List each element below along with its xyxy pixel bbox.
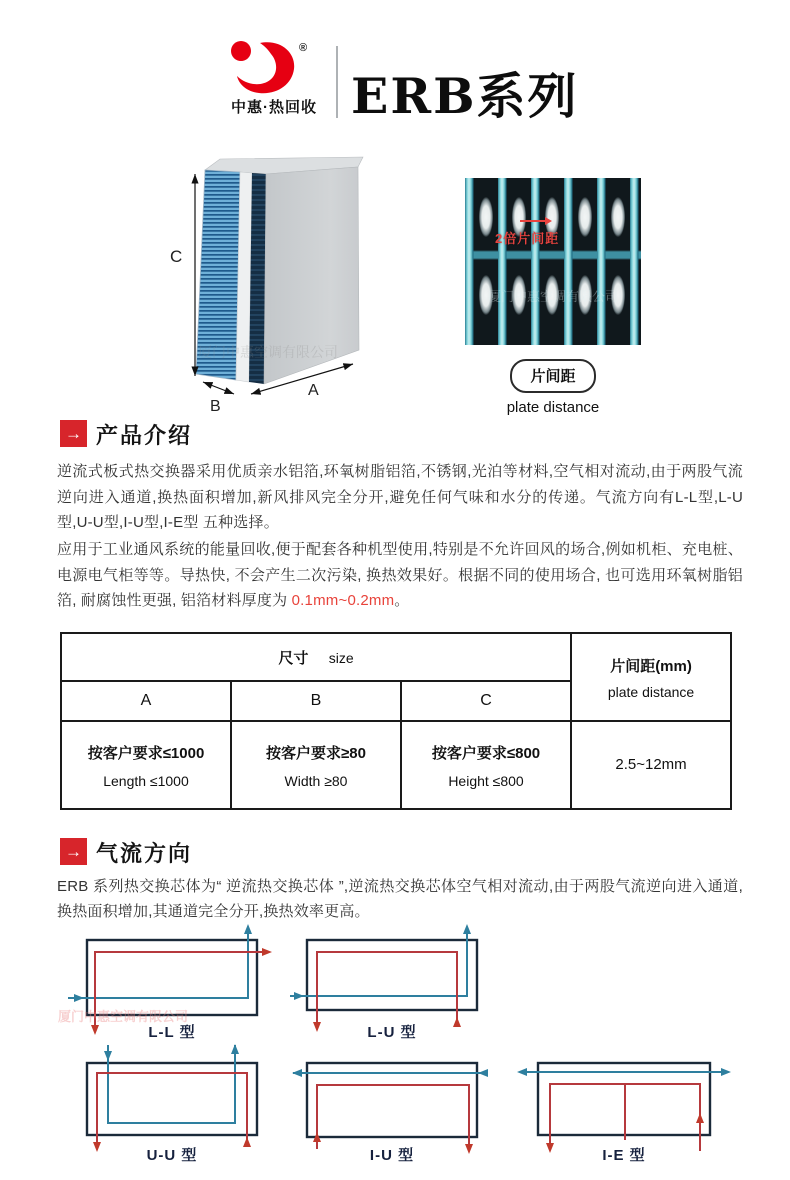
airflow-paragraph: ERB 系列热交换芯体为“ 逆流热交换芯体 ”,逆流热交换芯体空气相对流动,由于两股气流逆向进入通道,换热面积增加,其通道完全分开,换热效率更高。 — [57, 878, 743, 920]
value-c-cn: 按客户要求≤800 — [431, 744, 541, 762]
table-col-a: A — [61, 681, 231, 721]
plate-distance-label-cn: 片间距 — [510, 359, 596, 393]
plate-distance-figure — [465, 178, 641, 416]
section-arrow-icon: → — [60, 838, 87, 865]
value-b-en: Width ≥80 — [284, 772, 348, 789]
diagram-l-l — [60, 921, 320, 1046]
section-arrow-icon: → — [60, 420, 87, 447]
diagram-l-u — [290, 921, 500, 1046]
series-title: ERB系列 — [351, 67, 579, 125]
value-a-en: Length ≤1000 — [103, 772, 189, 789]
plate-distance-arrow-icon — [520, 220, 546, 222]
plate-distance-value: 2.5~12mm — [615, 756, 687, 773]
diagram-u-u — [60, 1041, 320, 1171]
plate-distance-label-en: plate distance — [506, 399, 600, 416]
airflow-heading: 气流方向 — [96, 841, 193, 867]
watermark-text: 厦门中惠空调有限公司 — [198, 344, 338, 360]
table-value-c — [401, 721, 571, 809]
table-col-b: B — [231, 681, 401, 721]
size-header-cn: 尺寸 — [278, 649, 309, 667]
intro-heading: 产品介绍 — [96, 423, 193, 449]
plate-header-en: plate distance — [607, 683, 695, 700]
table-col-c: C — [401, 681, 571, 721]
watermark-text: 厦门中惠空调有限公司 — [487, 289, 618, 304]
value-c-en: Height ≤800 — [448, 772, 524, 789]
heat-exchanger-3d-drawing — [150, 152, 375, 414]
header-divider — [336, 46, 338, 118]
dimension-label-b: B — [210, 398, 221, 415]
intro-paragraph-2 — [57, 537, 743, 614]
size-table — [60, 632, 732, 810]
table-header-plate-distance — [571, 633, 731, 721]
value-a-cn: 按客户要求≤1000 — [87, 744, 205, 762]
diagram-i-u — [290, 1041, 505, 1171]
brand-logo-swoosh-icon — [228, 40, 302, 96]
table-value-b — [231, 721, 401, 809]
size-header-en: size — [328, 649, 354, 666]
dimension-label-a: A — [308, 382, 319, 399]
table-header-size — [61, 633, 571, 681]
diagram-label: L-L 型 — [148, 1024, 196, 1041]
diagram-label: L-U 型 — [367, 1024, 417, 1041]
brand-name: 中惠·热回收 — [231, 99, 317, 116]
value-b-cn: 按客户要求≥80 — [266, 744, 366, 762]
diagram-i-e — [515, 1041, 740, 1171]
intro-paragraph-1: 逆流式板式热交换器采用优质亲水铝箔,环氧树脂铝箔,不锈钢,光泊等材料,空气相对流动,由于两股气流逆向进入通道,换热面积增加,新风排风完全分开,避免任何气味和水分的传递。气流方向有L-L型,L-U型,U-U型,I-U型,I-E型 五种选择。 — [57, 463, 743, 531]
intro-paragraph-2-end: 。 — [394, 592, 410, 609]
plate-closeup-photo — [465, 178, 641, 345]
product-photo — [150, 152, 375, 414]
registered-trademark: ® — [299, 42, 308, 54]
dimension-label-c: C — [170, 247, 183, 266]
thickness-value: 0.1mm~0.2mm — [291, 592, 395, 609]
intro-paragraph-2-text: 应用于工业通风系统的能量回收,便于配套各种机型使用,特别是不允许回风的场合,例如机柜、充电桩、电源电气柜等等。导热快, 不会产生二次污染, 换热效果好。根据不同的使用场合, 也可选用环氧树脂铝箔, 耐腐蚀性更强, 铝箔材料厚度为 — [57, 541, 743, 609]
diagram-label: I-U 型 — [369, 1147, 415, 1164]
plate-annotation: 2倍片间距 — [495, 231, 560, 246]
diagram-label: I-E 型 — [602, 1147, 646, 1164]
watermark-text: 厦门中惠空调有限公司 — [58, 1009, 189, 1024]
table-value-plate-distance — [571, 721, 731, 809]
plate-header-cn: 片间距(mm) — [610, 657, 692, 675]
table-value-a — [61, 721, 231, 809]
diagram-label: U-U 型 — [146, 1147, 198, 1164]
